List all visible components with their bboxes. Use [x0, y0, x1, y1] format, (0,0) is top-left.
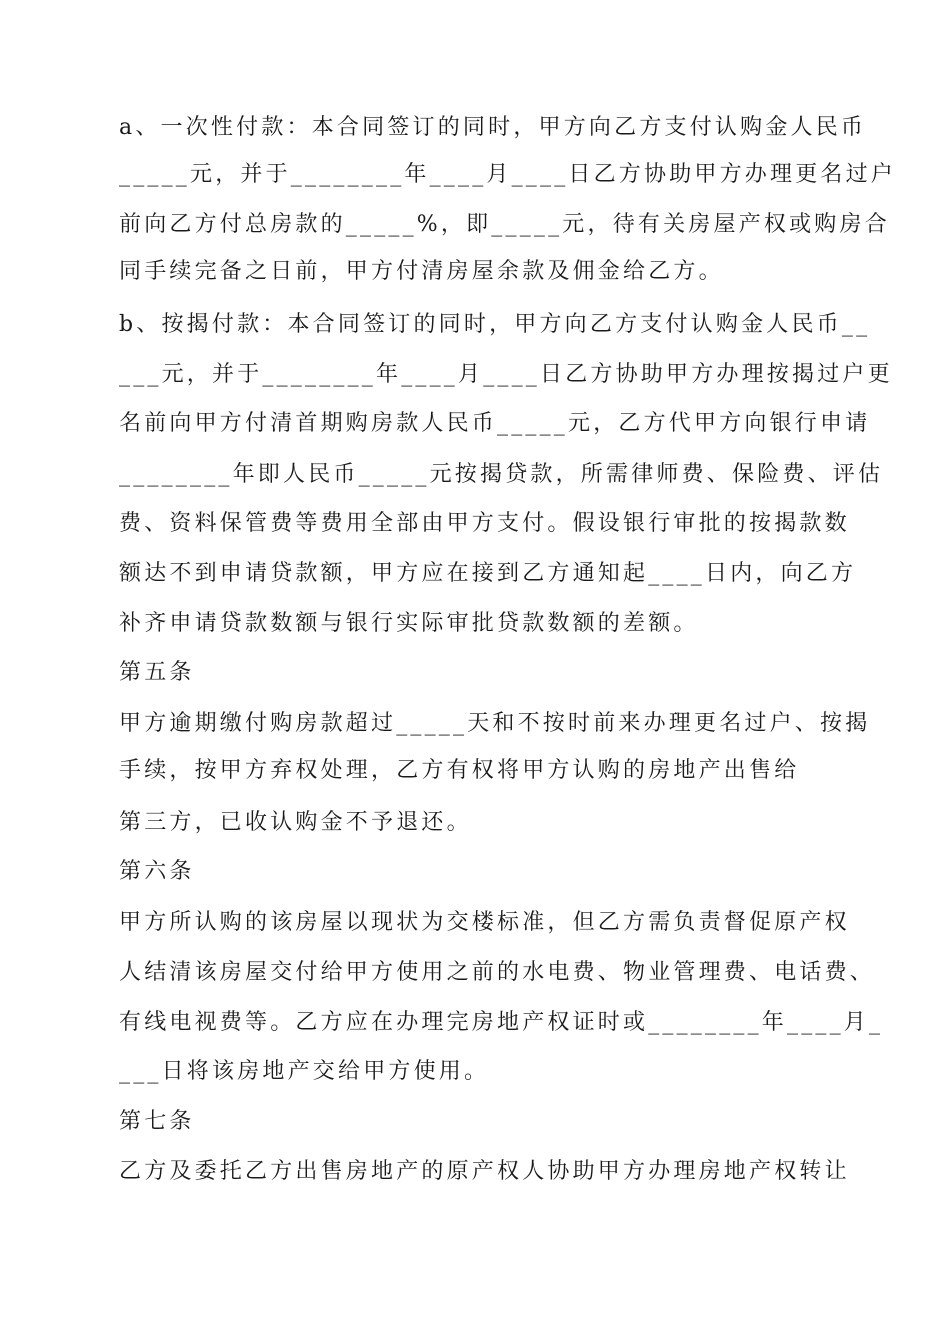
text-line: 同手续完备之日前，甲方付清房屋余款及佣金给乙方。: [119, 259, 724, 284]
text-line: 手续，按甲方弃权处理，乙方有权将甲方认购的房地产出售给: [119, 758, 800, 783]
text-line: 额达不到申请贷款额，甲方应在接到乙方通知起____日内，向乙方: [119, 561, 857, 586]
text-line: _____元，并于________年____月____日乙方协助甲方办理更名过户: [119, 162, 897, 187]
text-line: 有线电视费等。乙方应在办理完房地产权证时或________年____月_: [119, 1010, 884, 1035]
text-line: 乙方及委托乙方出售房地产的原产权人协助甲方办理房地产权转让: [119, 1159, 850, 1184]
text-line: 甲方逾期缴付购房款超过_____天和不按时前来办理更名过户、按揭: [119, 711, 871, 736]
article-heading: 第五条: [119, 660, 195, 685]
text-line: b、按揭付款：本合同签订的同时，甲方向乙方支付认购金人民币__: [119, 312, 871, 337]
text-line: ________年即人民币_____元按揭贷款，所需律师费、保险费、评估: [119, 462, 884, 487]
text-line: 费、资料保管费等费用全部由甲方支付。假设银行审批的按揭款数: [119, 511, 850, 536]
text-line: 甲方所认购的该房屋以现状为交楼标准，但乙方需负责督促原产权: [119, 910, 850, 935]
article-heading: 第七条: [119, 1109, 195, 1134]
text-line: a、一次性付款：本合同签订的同时，甲方向乙方支付认购金人民币: [119, 115, 867, 140]
text-line: 第三方，已收认购金不予退还。: [119, 810, 472, 835]
article-heading: 第六条: [119, 859, 195, 884]
text-line: 补齐申请贷款数额与银行实际审批贷款数额的差额。: [119, 611, 699, 636]
text-line: 人结清该房屋交付给甲方使用之前的水电费、物业管理费、电话费、: [119, 960, 876, 985]
text-line: ___元，并于________年____月____日乙方协助甲方办理按揭过户更: [119, 362, 893, 387]
text-line: ___日将该房地产交给甲方使用。: [119, 1059, 490, 1084]
text-line: 名前向甲方付清首期购房款人民币_____元，乙方代甲方向银行申请: [119, 411, 871, 436]
text-line: 前向乙方付总房款的_____%，即_____元，待有关房屋产权或购房合: [119, 212, 890, 237]
